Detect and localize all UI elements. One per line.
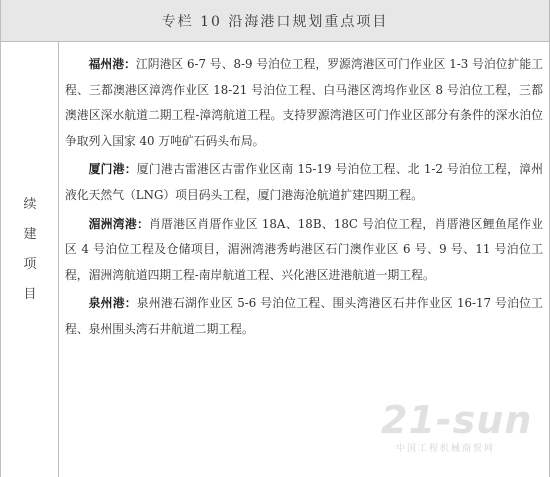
project-paragraph-xiamen [65, 157, 543, 208]
port-name: 泉州港： [88, 296, 137, 311]
category-char: 目 [23, 287, 37, 302]
watermark-logo: 21-sun [381, 398, 533, 442]
port-name: 湄洲湾港： [88, 216, 150, 231]
category-column [1, 42, 59, 477]
project-text: 江阴港区 6-7 号、8-9 号泊位工程，罗源湾港区可门作业区 1-3 号泊位扩能工程、三都澳港区漳湾作业区 18-21 号泊位工程、白马港区湾坞作业区 8 号泊位工程，三都澳港区深水航道二期工程-漳湾航道工程。支持罗源湾港区可门作业区部分有条件的深水泊位争取列入国家 40 万吨矿石码头布局。 [65, 57, 543, 148]
project-text: 厦门港古雷港区古雷作业区南 15-19 号泊位工程、北 1-2 号泊位工程，漳州液化天然气（LNG）项目码头工程，厦门港海沧航道扩建四期工程。 [65, 162, 543, 202]
project-text: 肖厝港区肖厝作业区 18A、18B、18C 号泊位工程，肖厝港区鲤鱼尾作业区 4 号泊位工程及仓储项目，湄洲湾港秀屿港区石门澳作业区 6 号、9 号、11 号泊位工程，湄洲湾航道四期工程-南岸航道工程、兴化港区进港航道一期工程。 [65, 216, 543, 282]
port-name: 福州港： [88, 57, 136, 71]
watermark-subtitle: 中国工程机械商贸网 [396, 444, 496, 454]
category-label [22, 190, 38, 310]
project-paragraph-quanzhou [65, 291, 543, 342]
project-list [65, 52, 543, 346]
page-title: 专栏 10 沿海港口规划重点项目 [1, 0, 549, 42]
project-paragraph-meizhouwan [65, 212, 543, 289]
category-char: 建 [23, 227, 37, 242]
port-name: 厦门港： [88, 162, 137, 177]
category-char: 续 [23, 197, 37, 212]
category-char: 项 [23, 257, 37, 272]
project-paragraph-fuzhou [65, 52, 543, 154]
project-text: 泉州港石湖作业区 5-6 号泊位工程、围头湾港区石井作业区 16-17 号泊位工程、泉州围头湾石井航道二期工程。 [65, 296, 543, 336]
